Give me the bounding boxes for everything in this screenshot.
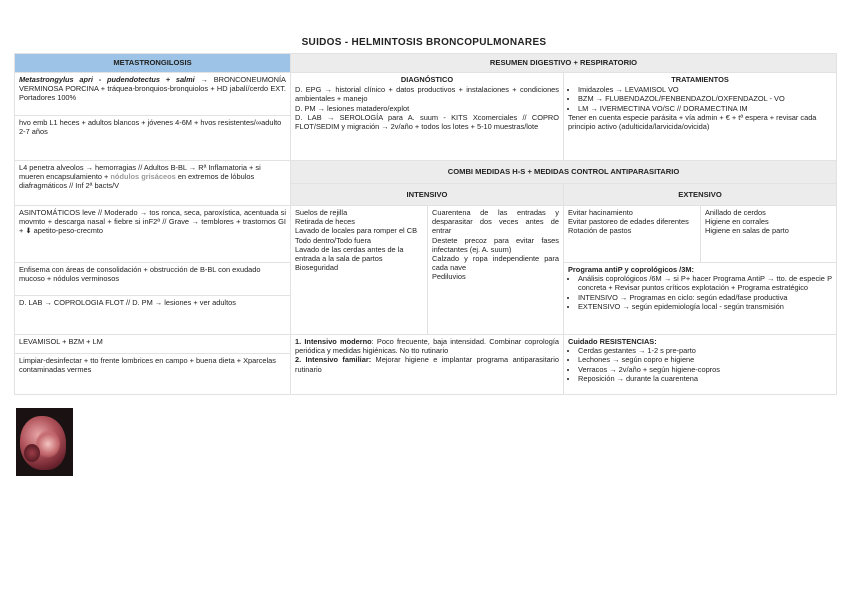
combi-header: COMBI MEDIDAS H-S + MEDIDAS CONTROL ANTIPARASITARIO (291, 161, 837, 184)
intensivo-familiar-label: 2. Intensivo familiar: (295, 355, 372, 365)
programa-list (568, 274, 832, 311)
resistencias-title: Cuidado RESISTENCIAS: (568, 337, 657, 346)
extensivo-col-a (564, 206, 701, 263)
list-item: Rotación de pastos (568, 226, 632, 236)
list-item: Cuarentena de las entradas y desparasitar dos veces antes de entrar (432, 208, 559, 236)
l4-text-end: en extremos de lóbulos diafragmáticos // Inf 2ª bacts/V (19, 172, 255, 191)
list-item: • Reposición → durante la cuarentena (578, 374, 832, 383)
intensivo-header: INTENSIVO (291, 183, 564, 206)
list-item: Lavado de locales para romper el CB (295, 226, 418, 236)
tratamientos-list (568, 85, 832, 113)
list-item: • EXTENSIVO → según epidemiología local - según transmisión (578, 302, 832, 311)
intensivo-col-a (291, 206, 428, 335)
list-item: • Cerdas gestantes → 1-2 s pre-parto (578, 346, 832, 355)
intensivo-familiar-text: Mejorar higiene e implantar programa antiparasitario rutinario (295, 355, 559, 374)
enfisema-cell: Enfisema con áreas de consolidación + obstrucción de B-BL con exudado mucoso + nódulos verminosos (15, 263, 291, 296)
diagnostico-epg: D. EPG → historial clínico + datos productivos + instalaciones + condiciones ambientales + manejo (295, 85, 559, 104)
intro-text: → BRONCONEUMONÍA VERMINOSA PORCINA + tráquea-bronquios-bronquiolos + HD jabalí/cerdo EXT. Portadores 100% (19, 75, 286, 103)
summary-table (14, 53, 837, 395)
diagnostico-cell (291, 73, 564, 161)
list-item: Destete precoz para evitar fases infectantes (ej. A. suum) (432, 235, 559, 254)
asintomaticos-cell: ASINTOMÁTICOS leve // Moderado → tos ronca, seca, paroxística, acentuada si movmto + descarga nasal + fiebre si inF2ª // Grave → temblores + trastornos GI + ⬇ apetito-peso-crecmto (15, 206, 291, 263)
diagnostico-lab: D. LAB → SEROLOGÍA para A. suum - KITS Xcomerciales // COPRO FLOT/SEDIM y migración → 2v/año + todos los lotes + 5-10 muestras/lote (295, 112, 559, 132)
tratamientos-note: Tener en cuenta especie parásita + vía admin + € + tª espera + revisar cada principio activo (adulticida/larvicida/ovicida) (568, 112, 817, 132)
list-item: Suelos de rejilla (295, 208, 348, 217)
list-item: Todo dentro/Todo fuera (295, 235, 372, 245)
intensivo-moderno-text: : Poco frecuente, baja intensidad. Combinar coprología periódica y medidas higiénicas. No tto rutinario (295, 337, 559, 356)
list-item: Anillado de cerdos (705, 208, 766, 217)
list-item: Higiene en corrales (705, 217, 769, 227)
diagnostico-pm: D. PM → lesiones matadero/explot (295, 103, 410, 113)
limpiar-cell: Limpiar-desinfectar + tto frente lombrices en campo + buena dieta + Xparcelas contaminadas vermes (15, 354, 291, 395)
lung-specimen-image (16, 408, 73, 476)
list-item: • Lechones → según copro e higiene (578, 355, 832, 364)
extensivo-header: EXTENSIVO (564, 183, 837, 206)
tratamientos-title: TRATAMIENTOS (671, 75, 729, 84)
list-item: Lavado de las cerdas antes de la entrada a la sala de partos (295, 244, 404, 264)
resumen-header: RESUMEN DIGESTIVO + RESPIRATORIO (291, 54, 837, 73)
list-item: • INTENSIVO → Programas en ciclo: según edad/fase productiva (578, 293, 832, 302)
intro-cell (15, 73, 291, 116)
list-item: Higiene en salas de parto (705, 226, 789, 236)
list-item: • LM → IVERMECTINA VO/SC // DORAMECTINA IM (578, 104, 832, 113)
levamisol-cell: LEVAMISOL + BZM + LM (15, 335, 291, 354)
dlab-cell: D. LAB → COPROLOGIA FLOT // D. PM → lesiones + ver adultos (15, 296, 291, 335)
list-item: Evitar hacinamiento (568, 208, 633, 217)
intensivo-tipos-cell (291, 335, 564, 395)
l4-text: L4 penetra alveolos → hemorragias // Adultos B-BL → Rª Inflamatoria + si mueren encapsulamiento + (19, 163, 261, 182)
list-item: Evitar pastoreo de edades diferentes (568, 217, 689, 227)
list-item: • Imidazoles → LEVAMISOL VO (578, 85, 832, 94)
programa-title: Programa antiP y coprológicos /3M: (568, 265, 694, 274)
diagnostico-title: DIAGNÓSTICO (400, 75, 454, 84)
intensivo-moderno-label: 1. Intensivo moderno (295, 337, 372, 346)
hvo-cell: hvo emb L1 heces + adultos blancos + jóvenes 4-6M + hvos resistentes/∞adulto 2-7 años (15, 116, 291, 161)
tratamientos-cell (564, 73, 837, 161)
list-item: Pediluvios (432, 272, 466, 282)
metastrongilosis-header: METASTRONGILOSIS (15, 54, 291, 73)
list-item: • Verracos → 2v/año + según higiene-copros (578, 365, 832, 374)
list-item: Retirada de heces (295, 217, 355, 227)
page-title: SUIDOS - HELMINTOSIS BRONCOPULMONARES (301, 37, 547, 48)
list-item: Bioseguridad (295, 263, 339, 273)
extensivo-col-b (701, 206, 837, 263)
programa-cell (564, 263, 837, 335)
intensivo-moderno (295, 337, 559, 355)
intensivo-col-b (428, 206, 564, 335)
l4-cell (15, 161, 291, 206)
resistencias-list (568, 346, 832, 383)
species-name: Metastrongylus apri - pudendotectus + salmi (19, 75, 195, 84)
nodulos-highlight: nódulos grisáceos (110, 172, 176, 182)
intensivo-familiar (295, 355, 559, 373)
list-item: Calzado y ropa independiente para cada nave (432, 254, 559, 273)
resistencias-cell (564, 335, 837, 395)
list-item: • Análisis coprológicos /6M → si P+ hacer Programa AntiP → tto. de especie P concreta + Revisar puntos críticos explotación + Programa estratégico (578, 274, 832, 292)
list-item: • BZM → FLUBENDAZOL/FENBENDAZOL/OXFENDAZOL - VO (578, 94, 832, 103)
